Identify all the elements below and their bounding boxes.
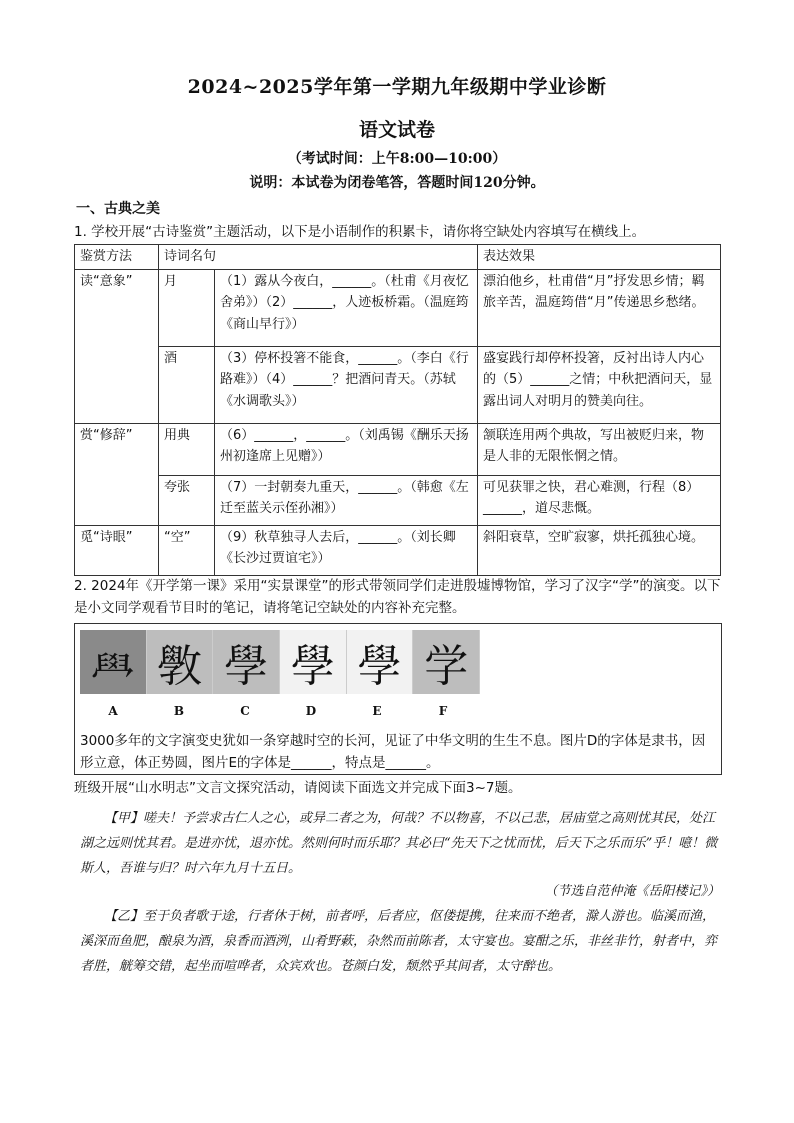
table-row: [75, 423, 721, 475]
glyph-image-a: 𦥯: [80, 630, 147, 694]
method-cell: 读“意象”: [75, 269, 159, 423]
table-row: [75, 346, 721, 423]
glyph-label: F: [438, 704, 448, 718]
effect-cell: 斜阳衰草，空旷寂寥，烘托孤独心境。: [478, 525, 721, 575]
notes-box: [74, 623, 722, 775]
glyph-label: A: [108, 704, 118, 718]
passage-a: 【甲】嗟夫！予尝求古仁人之心，或异二者之为，何哉？不以物喜，不以己悲，居庙堂之高则忧其民，处江湖之远则忧其君。是进亦忧，退亦忧。然则何时而乐耶？其必曰“先天下之忧而忧，后天下之乐而乐”乎！噫！微斯人，吾谁与归？时六年九月十五日。: [80, 811, 718, 876]
section-heading: 一、古典之美: [76, 201, 160, 217]
glyph-image-c: 學: [213, 630, 280, 694]
exam-subtitle: 语文试卷: [358, 119, 435, 141]
poetry-card-table: [74, 244, 721, 576]
header-effect: 表达效果: [478, 245, 721, 270]
glyph-image-f: 学: [413, 630, 480, 694]
header-method: 鉴赏方法: [75, 245, 159, 270]
table-row: [75, 525, 721, 575]
glyph-label: E: [372, 704, 382, 718]
method-cell: 觅“诗眼”: [75, 525, 159, 575]
item-cell: 夸张: [159, 475, 215, 525]
exam-title: 2024~2025学年第一学期九年级期中学业诊断: [187, 76, 607, 98]
item-cell: 月: [159, 269, 215, 346]
glyph-label: C: [240, 704, 250, 718]
passage-a-source: （节选自范仲淹《岳阳楼记》）: [544, 884, 720, 899]
glyph-image-b: 斆: [147, 630, 214, 694]
verse-cell[interactable]: （9）秋草独寻人去后，______。（刘长卿《长沙过贾谊宅》）: [215, 525, 478, 575]
glyph-label: D: [305, 704, 317, 718]
passage-b: 【乙】至于负者歌于途，行者休于树，前者呼，后者应，伛偻提携，往来而不绝者，滁人游也。临溪而渔，溪深而鱼肥，酿泉为酒，泉香而酒洌，山肴野蔌，杂然而前陈者，太守宴也。宴酣之乐，非丝非竹，射者中，弈者胜，觥筹交错，起坐而喧哗者，众宾欢也。苍颜白发，颓然乎其间者，太守醉也。: [80, 909, 718, 974]
question-2-text: 2. 2024年《开学第一课》采用“实景课堂”的形式带领同学们走进殷墟博物馆，学习了汉字“学”的演变。以下是小文同学观看节目时的笔记，请将笔记空缺处的内容补充完整。: [74, 578, 721, 616]
table-row: [75, 475, 721, 525]
table-row: [75, 269, 721, 346]
effect-cell[interactable]: 盛宴践行却停杯投箸，反衬出诗人内心的（5）______之情；中秋把酒问天，显露出词人对明月的赞美向往。: [478, 346, 721, 423]
verse-cell[interactable]: （7）一封朝奏九重天，______。（韩愈《左迁至蓝关示侄孙湘》）: [215, 475, 478, 525]
table-header-row: [75, 245, 721, 270]
notes-text[interactable]: 3000多年的文字演变史犹如一条穿越时空的长河，见证了中华文明的生生不息。图片D的字体是隶书，因形立意，体正势圆，图片E的字体是______，特点是______。: [80, 733, 706, 771]
effect-cell[interactable]: 可见获罪之快，君心难测，行程（8）______，道尽悲慨。: [478, 475, 721, 525]
glyph-image-d: 學: [280, 630, 347, 694]
glyph-label: B: [173, 704, 185, 718]
exam-note: 说明：本试卷为闭卷笔答，答题时间120分钟。: [249, 175, 545, 191]
effect-cell: 漂泊他乡，杜甫借“月”抒发思乡情；羁旅辛苦，温庭筠借“月”传递思乡愁绪。: [478, 269, 721, 346]
header-verse: 诗词名句: [159, 245, 478, 270]
method-cell: 赏“修辞”: [75, 423, 159, 525]
item-cell: “空”: [159, 525, 215, 575]
verse-cell[interactable]: （3）停杯投箸不能食，______。（李白《行路难》）（4）______？把酒问青天。（苏轼《水调歌头》）: [215, 346, 478, 423]
character-evolution-images: [80, 630, 480, 694]
verse-cell[interactable]: （6）______，______。（刘禹锡《酬乐天扬州初逢席上见赠》）: [215, 423, 478, 475]
glyph-image-e: 學: [347, 630, 414, 694]
verse-cell[interactable]: （1）露从今夜白，______。（杜甫《月夜忆舍弟》）（2）______，人迹板桥霜。（温庭筠《商山早行》）: [215, 269, 478, 346]
item-cell: 用典: [159, 423, 215, 475]
question-1-text: 1. 学校开展“古诗鉴赏”主题活动，以下是小语制作的积累卡，请你将空缺处内容填写在横线上。: [74, 224, 646, 240]
glyph-labels: [80, 704, 480, 718]
item-cell: 酒: [159, 346, 215, 423]
exam-time: （考试时间：上午8:00—10:00）: [287, 151, 507, 167]
reading-intro: 班级开展“山水明志”文言文探究活动，请阅读下面选文并完成下面3~7题。: [74, 780, 522, 796]
effect-cell: 颔联连用两个典故，写出被贬归来，物是人非的无限怅惘之情。: [478, 423, 721, 475]
